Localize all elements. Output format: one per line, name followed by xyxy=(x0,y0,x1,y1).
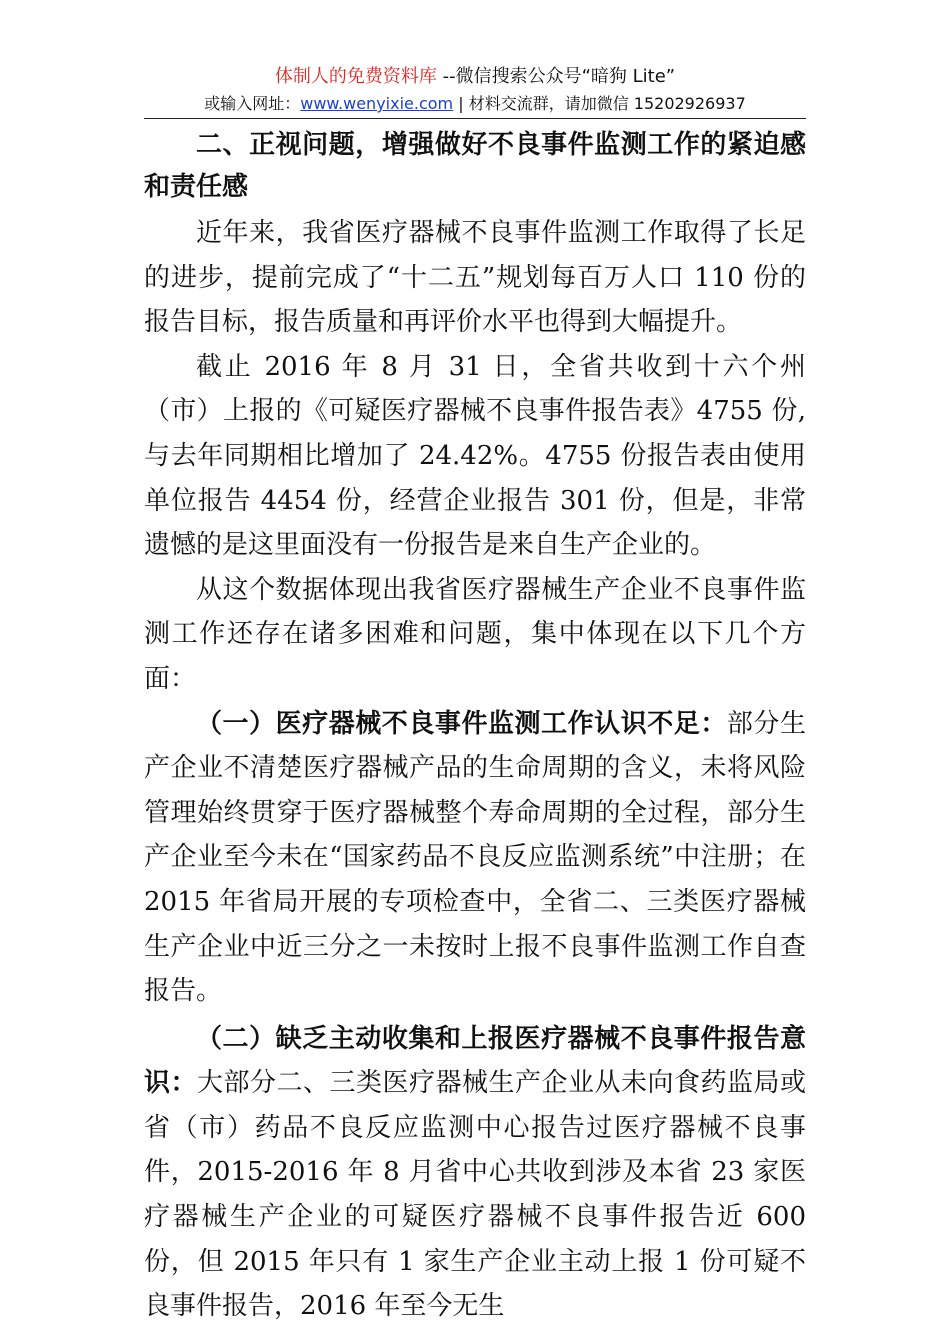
section-heading: 二、正视问题，增强做好不良事件监测工作的紧迫感和责任感 xyxy=(144,130,806,202)
page-header xyxy=(144,64,806,116)
paragraph-problems-intro: 从这个数据体现出我省医疗器械生产企业不良事件监测工作还存在诸多困难和问题，集中体现在以下几个方面： xyxy=(144,574,806,694)
header-url-prefix: 或输入网址： xyxy=(204,94,301,113)
header-brand: 体制人的免费资料库 xyxy=(274,66,437,87)
header-contact: | 材料交流群，请加微信 15202926937 xyxy=(453,94,746,113)
header-promo-line xyxy=(144,64,806,90)
paragraph-progress: 近年来，我省医疗器械不良事件监测工作取得了长足的进步，提前完成了“十二五”规划每百万人口 110 份的报告目标，报告质量和再评价水平也得到大幅提升。 xyxy=(144,218,806,338)
header-wechat-note: --微信搜索公众号“暗狗 Lite” xyxy=(436,66,676,87)
issue-2-body: 大部分二、三类医疗器械生产企业从未向食药监局或省（市）药品不良反应监测中心报告过医疗器械不良事件，2015-2016 年 8 月省中心共收到涉及本省 23 家医疗器械生产企业的可疑医疗器械不良事件报告近 600 份，但 2015 年只有 1 家生产企业主动上报 1 份可疑不良事件报告，2016 年至今无生 xyxy=(144,1068,806,1322)
issue-1-title: （一）医疗器械不良事件监测工作认识不足： xyxy=(196,708,727,739)
issue-2-title: （二）缺乏主动收集和上报医疗器械不良事件报告意识： xyxy=(144,1023,806,1099)
paragraph-statistics: 截止 2016 年 8 月 31 日，全省共收到十六个州（市）上报的《可疑医疗器械不良事件报告表》4755 份,与去年同期相比增加了 24.42%。4755 份报告表由使用单位报告 4454 份，经营企业报告 301 份，但是，非常遗憾的是这里面没有一份报告是来自生产企业的。 xyxy=(144,351,806,561)
header-divider xyxy=(144,118,806,119)
document-body xyxy=(144,124,806,1329)
paragraph-issue-1 xyxy=(144,702,806,1014)
paragraph-issue-2 xyxy=(144,1017,806,1329)
header-website-link[interactable]: www.wenyixie.com xyxy=(300,94,454,113)
header-contact-line xyxy=(144,92,806,116)
issue-1-body: 部分生产企业不清楚医疗器械产品的生命周期的含义，未将风险管理始终贯穿于医疗器械整个寿命周期的全过程，部分生产企业至今未在“国家药品不良反应监测系统”中注册；在 2015 年省局开展的专项检查中，全省二、三类医疗器械生产企业中近三分之一未按时上报不良事件监测工作自查报告。 xyxy=(144,708,806,1007)
